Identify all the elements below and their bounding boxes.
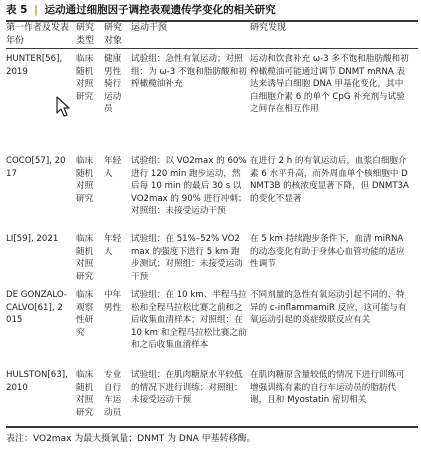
row2-type: 临床随机对照研究 [76,156,94,204]
row4-author: DE GONZALO-CALVO[61], 2015 [6,290,67,326]
row2-author: COCO[57], 2017 [6,156,66,179]
header-subject: 研究对象 [104,23,123,46]
row2-subject: 年轻人 [104,156,122,179]
header-findings: 研究发现 [250,23,287,33]
row5-intervention: 试验组：在肌肉糖原水平较低的情况下进行训练；对照组：未接受运动干预 [131,370,243,406]
row5-author: HULSTON[63], 2010 [6,370,68,393]
row4-findings: 不同剂量的急性有氧运动引起不同的、特异的 c-inflammamiR 反应，这可能与有氧运动引起的炎症级联反应有关 [250,290,407,326]
table-title [6,2,418,18]
row2-findings: 在进行 2 h 的有氧运动后，血浆白细胞介素 6 水平升高，而外周血单个核细胞中 DNMT3B 的核浓度显著下降，但 DNMT3A 的变化不显著 [250,156,409,204]
mouse-cursor-icon [56,96,72,118]
row4-type: 临床观察性研究 [76,290,94,338]
header-type: 研究类型 [76,23,95,46]
table-footnote: 表注：VO2max 为最大摄氧量；DNMT 为 DNA 甲基转移酶。 [6,434,256,444]
row1-findings: 运动和饮食补充 ω-3 多不饱和脂肪酸和初榨橄榄油可能通过调节 DNMT mRNA 表达来诱导白细胞 DNA 甲基化变化，其中白细胞介素 6 的单个 CpG 补充剂与试验之间存在相互作用 [250,54,409,115]
row3-intervention: 试验组：在 51%–52% VO2max 的强度下进行 5 km 跑步测试；对照组：未接受运动干预 [131,234,243,282]
row1-type: 临床随机对照研究 [76,54,94,102]
header-author: 第一作者及发表年份 [6,23,70,46]
table-label: 表 5 [6,4,28,16]
row4-subject: 中年男性 [104,290,122,313]
row1-intervention: 试验组：急性有氧运动；对照组：为 ω-3 不饱和脂肪酸和初榨橄榄油补充 [131,54,247,90]
row3-type: 临床随机对照研究 [76,234,94,282]
header-intervention: 运动干预 [131,23,168,33]
row3-author: LI[59], 2021 [6,234,59,244]
table-title-text: 运动通过细胞因子调控表观遗传学变化的相关研究 [44,4,276,16]
table-header-rule [6,48,418,49]
row5-findings: 在肌肉糖原含量较低的情况下进行训练可增强训练有素的自行车运动员的脂肪代谢，且和 Myostatin 密切相关 [250,370,405,406]
row2-intervention: 试验组：以 VO2max 的 60% 进行 120 min 跑步运动，然后每 10 min 的最后 30 s 以 VO2max 的 90% 进行冲刺；对照组：未接受运动干预 [131,156,247,217]
title-separator: | [34,4,38,16]
row5-subject: 专业自行车运动员 [104,370,122,418]
row3-subject: 年轻人 [104,234,122,257]
table-bottom-rule [6,426,418,428]
row4-intervention: 试验组：在 10 km、半程马拉松和全程马拉松比赛之前和之后收集血清样本；对照组：在 10 km 和全程马拉松比赛之前和之后收集血清样本 [131,290,247,351]
row3-findings: 在 5 km 持续跑步条件下，血清 miRNA 的动态变化有助于身体心血管功能的适应性调节 [250,234,405,270]
row1-subject: 健康男性骑行运动员 [104,54,122,115]
row1-author: HUNTER[56], 2019 [6,54,63,77]
row5-type: 临床随机对照研究 [76,370,94,418]
